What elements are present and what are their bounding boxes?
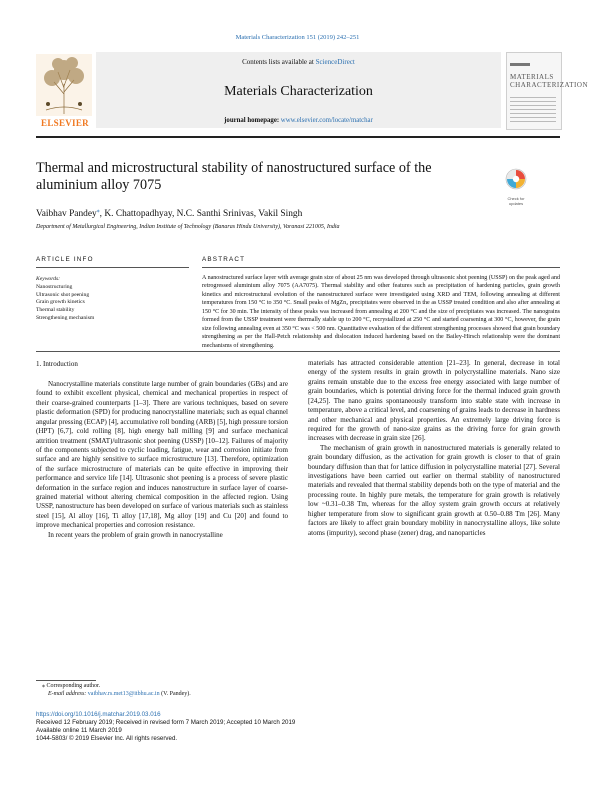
publication-info	[36, 711, 336, 743]
right-column	[308, 359, 560, 538]
doi-link[interactable]: https://doi.org/10.1016/j.matchar.2019.03.016	[36, 711, 161, 718]
homepage-link[interactable]: www.elsevier.com/locate/matchar	[280, 117, 373, 124]
received-dates: Received 12 February 2019; Received in revised form 7 March 2019; Accepted 10 March 2019	[36, 718, 296, 726]
elsevier-wordmark: ELSEVIER	[41, 118, 89, 128]
journal-reference[interactable]: Materials Characterization 151 (2019) 242–251	[235, 34, 360, 41]
journal-title[interactable]: Materials Characterization	[224, 84, 373, 99]
abstract-bottom-rule	[36, 351, 560, 352]
cover-lines	[510, 97, 556, 123]
copyright: 1044-5803/ © 2019 Elsevier Inc. All rights reserved.	[36, 734, 178, 742]
body-paragraph: The mechanism of grain growth in nanostructured materials is generally related to grain boundary diffusion, as the activation for grain growth is closer to that of grain boundary diffusion than that for lattice diffusion in polycrystalline material [27]. Several investigations have been carried out earlier on thermal stability of nanostructured materials and revealed that thermal stability depends both on the type of material and the processing route. In highly pure metals, the temperature for grain growth is relatively low ~0.31–0.38 Tm, whereas for the alloy system grain growth occurs at relatively higher temperature from slow to significant grain growth at 0.50–0.88 Tm [26]. Many factors are likely to affect grain boundary mobility in nanocrystalline alloys, like solute atoms (impurity), second phase (zener) drag, and nanoparticles	[308, 443, 560, 537]
article-info-heading: ARTICLE INFO	[36, 256, 94, 263]
footnote	[36, 682, 296, 698]
email-suffix: (V. Pandey).	[159, 691, 191, 698]
check-updates-icon	[503, 167, 529, 191]
email-link[interactable]: vaibhav.rs.met13@itbhu.ac.in	[87, 691, 160, 698]
corresponding-author-mark[interactable]: ⁎	[96, 208, 100, 214]
keyword-item: Ultrasonic shot peening	[36, 291, 90, 298]
journal-homepage	[96, 117, 501, 124]
check-for-updates-badge[interactable]	[503, 167, 529, 206]
keyword-item: Strengthening mechanism	[36, 314, 95, 321]
affiliation: Department of Metallurgical Engineering, Indian Institute of Technology (Banaras Hindu University), Varanasi 221005, India	[36, 224, 340, 230]
contents-line	[96, 58, 501, 66]
keyword-item: Nanostructuring	[36, 283, 73, 290]
cover-title: MATERIALS CHARACTERIZATION	[510, 73, 588, 89]
elsevier-tree-logo[interactable]	[36, 54, 92, 116]
article-info-rule	[36, 267, 189, 268]
left-column	[36, 380, 288, 540]
section-heading-introduction: 1. Introduction	[36, 360, 78, 368]
journal-cover-thumbnail[interactable]	[506, 52, 588, 130]
sciencedirect-link[interactable]: ScienceDirect	[315, 58, 355, 66]
abstract-rule	[202, 267, 560, 268]
author-list	[36, 207, 302, 219]
body-paragraph: materials has attracted considerable attention [21–23]. In general, decrease in total energy of the system results in grain growth in polycrystalline materials. Nano size grains remain unstable due to the excess free energy associated with large number of grain boundaries, which is potential driving force for the thermal induced grain growth [24,25]. The nano grains spontaneously transform into stable state with increase in temperature, above a critical level, and coarsening of grains leads to decrease in hardness and other mechanical and physical properties. An extremely large driving force is required for the growth of nano-size grains as the driving force for grain growth increases with decrease in grain size [26].	[308, 359, 560, 443]
cover-bar	[510, 63, 530, 66]
corresponding-author-note: ⁎ Corresponding author.	[42, 683, 101, 689]
coauthors: , K. Chattopadhyay, N.C. Santhi Srinivas, Vakil Singh	[99, 209, 303, 220]
body-paragraph: Nanocrystalline materials constitute large number of grain boundaries (GBs) and are found to exhibit excellent physical, chemical and mechanical properties in respect of their coarse-grained counterparts [1–3]. There are various techniques, based on severe plastic deformation (SPD) for producing nanocrystalline materials; such as equal channel angular pressing (ECAP) [4], accumulative roll bonding (ARB) [5], high pressure torsion (HPT) [6,7], cold rolling [8], high energy ball milling [9] and surface mechanical attrition treatment (SMAT)/ultrasonic shot peening (USSP) [10–12]. Failures of majority of the components subjected to cyclic loading, fatigue, wear and corrosion initiate from surface and are highly sensitive to surface microstructure [13]. Therefore, optimization of the surface microstructure of materials can be quite effective in improving their performance and service life [14]. Ultrasonic shot peening is a process of severe plastic deformation in the surface region and induces nanostructure in surface layer of coarse-grained material without altering chemical composition in the affected region. Using USSP, nanostructure has been developed on surface of various materials such as stainless steel [15], Al alloy [16], Ti alloy [17,18], Mg alloy [19] and Cu [20] and found to improve mechanical properties and corrosion resistance.	[36, 380, 288, 530]
abstract-heading: ABSTRACT	[202, 256, 246, 263]
keyword-item: Grain growth kinetics	[36, 299, 85, 306]
keywords-label: Keywords:	[36, 276, 61, 282]
homepage-label: journal homepage:	[224, 117, 281, 124]
author-link[interactable]: Vaibhav Pandey	[36, 209, 97, 220]
available-online: Available online 11 March 2019	[36, 726, 122, 734]
body-paragraph: In recent years the problem of grain growth in nanocrystalline	[48, 530, 223, 539]
email-label: E-mail address:	[48, 691, 88, 698]
paper-title: Thermal and microstructural stability of nanostructured surface of the aluminium alloy 7075	[36, 160, 432, 193]
abstract-text: A nanostructured surface layer with average grain size of about 25 nm was developed through ultrasonic shot peening (USSP) on the peak aged and retrogressed aluminium alloy 7075 (AA7075). Thermal stability and other features such as precipitation of hardening particles, grain growth kinetics and microstructural evolution of the nanostructured surface were investigated using XRD and TEM, following annealing at different temperatures from 150 °C to 350 °C. Small peaks of MgZn₂ precipitates were observed in the as USSP treated condition and also after annealing at 150 °C for 30 min. The intensity of these peaks was increased from annealing at 200 °C and the size of precipitates was increased. The nanograins formed from the USSP treatment were thermally stable up to 200 °C, recrystallized at 250 °C and started coarsening at 300 °C, however, the grain size following annealing even at 350 °C was < 500 nm. Quantitative evaluation of the different strengthening processes showed that grain boundary strengthening as per the Hall-Petch relationship and dislocation induced hardening based on the Bailey-Hirsch relationship were the dominant mechanisms of strengthening.	[202, 275, 560, 349]
check-updates-label: Check for updates	[507, 196, 525, 206]
contents-prefix: Contents lists available at	[242, 58, 316, 66]
footnote-rule	[36, 680, 96, 681]
header-divider	[36, 136, 560, 138]
keyword-item: Thermal stability	[36, 307, 75, 314]
keywords-block	[36, 276, 189, 323]
